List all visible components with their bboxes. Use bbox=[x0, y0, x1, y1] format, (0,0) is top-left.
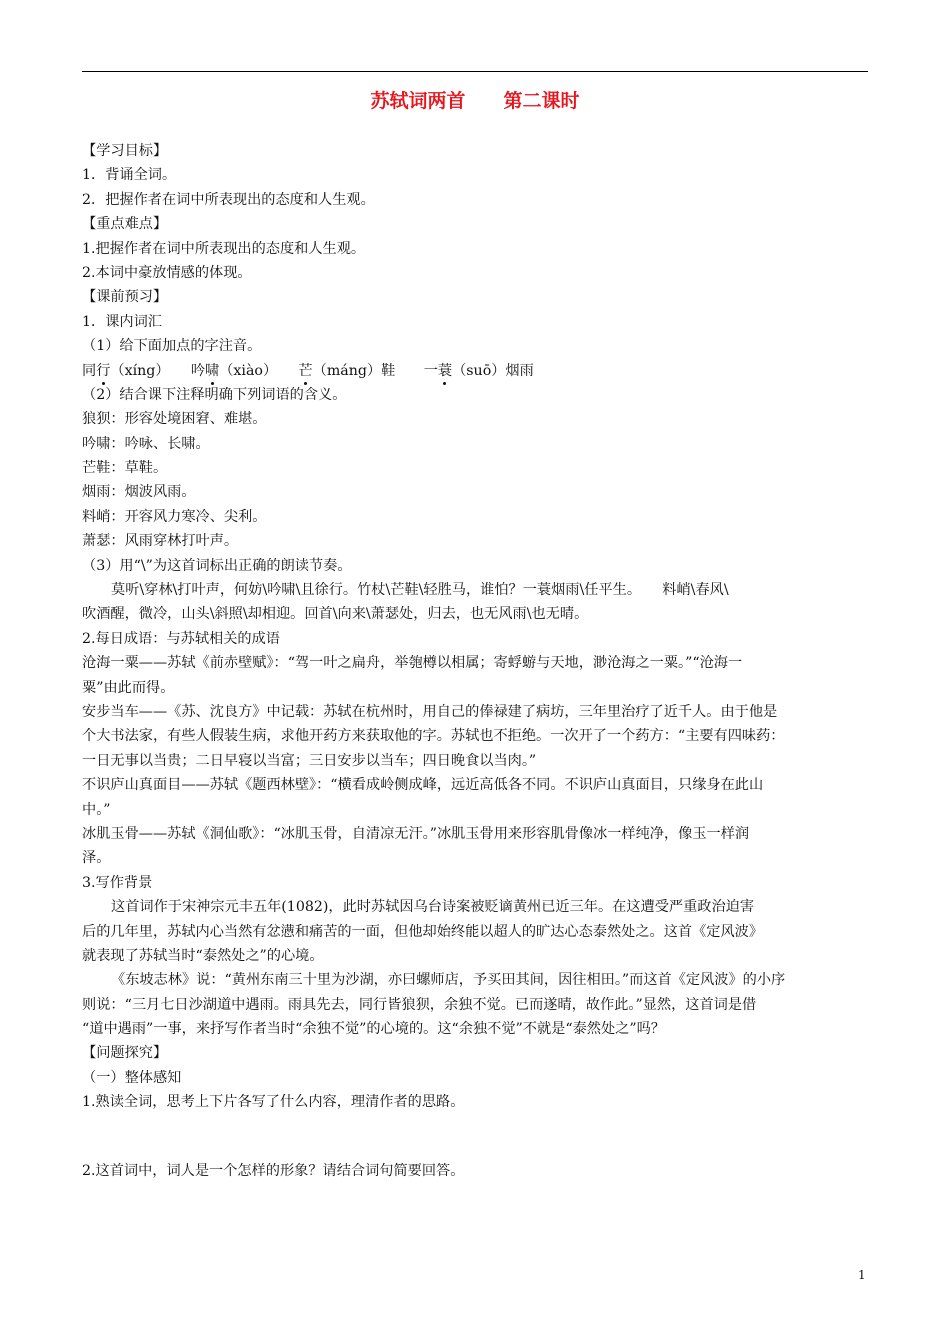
objective-line: 2．把握作者在词中所表现出的态度和人生观。 bbox=[82, 191, 375, 208]
pinyin-text: 同 bbox=[82, 362, 97, 379]
background-paragraph: 后的几年里，苏轼内心当然有忿懑和痛苦的一面，但他却始终能以超人的旷达心态泰然处之。这首《定风波》 bbox=[82, 923, 764, 940]
idiom-paragraph: 冰肌玉骨——苏轼《洞仙歌》：“冰肌玉骨，自清凉无汗。”冰肌玉骨用来形容肌骨像冰一样纯净，像玉一样润 bbox=[82, 825, 750, 842]
poem-rhythm-line: 吹酒醒，微冷，山头\斜照\却相迎。回首\向来\萧瑟处，归去，也无风雨\也无晴。 bbox=[82, 606, 589, 623]
idiom-paragraph: 一日无事以当贵；二日早寝以当富；三日安步以当车；四日晚食以当肉。” bbox=[82, 752, 537, 769]
heading-preview: 【课前预习】 bbox=[82, 289, 168, 306]
vocab-definition: 吟啸：吟咏、长啸。 bbox=[82, 435, 210, 452]
question-line: 1.熟读全词，思考上下片各写了什么内容，理清作者的思路。 bbox=[82, 1094, 465, 1111]
exercise-instruction: （1）给下面加点的字注音。 bbox=[82, 338, 262, 355]
inquiry-subheading: （一）整体感知 bbox=[82, 1069, 182, 1086]
idiom-paragraph: 不识庐山真面目——苏轼《题西林壁》：“横看成岭侧成峰，远近高低各不同。不识庐山真面目，只缘身在此山 bbox=[82, 777, 764, 794]
pinyin-text: （xiào） bbox=[219, 362, 299, 379]
vocab-definition: 烟雨：烟波风雨。 bbox=[82, 484, 196, 501]
header-rule bbox=[82, 71, 868, 72]
heading-inquiry: 【问题探究】 bbox=[82, 1045, 168, 1062]
pinyin-text: （suō）烟雨 bbox=[452, 362, 534, 379]
document-title: 苏轼词两首 第二课时 bbox=[370, 90, 580, 112]
background-paragraph: 《东坡志林》说：“黄州东南三十里为沙湖，亦曰螺师店，予买田其间，因往相田。”而这首《定风波》的小序 bbox=[111, 972, 786, 989]
heading-objectives: 【学习目标】 bbox=[82, 143, 168, 159]
preview-subheading: 1．课内词汇 bbox=[82, 313, 162, 330]
question-line: 2.这首词中，词人是一个怎样的形象？请结合词句简要回答。 bbox=[82, 1162, 465, 1179]
idiom-paragraph: 粟”由此而得。 bbox=[82, 679, 175, 696]
idiom-paragraph: 沧海一粟——苏轼《前赤壁赋》：“驾一叶之扁舟，举匏樽以相属；寄蜉蝣与天地，渺沧海之一粟。”“沧海一 bbox=[82, 655, 743, 672]
background-subheading: 3.写作背景 bbox=[82, 874, 153, 891]
answer-space bbox=[82, 1115, 872, 1159]
pinyin-text: （xíng） 吟 bbox=[110, 362, 206, 379]
dotted-char: 啸 bbox=[205, 362, 220, 379]
objective-line: 1．背诵全词。 bbox=[82, 167, 177, 184]
exercise-instruction: （3）用“\”为这首词标出正确的朗读节奏。 bbox=[82, 557, 352, 574]
idiom-paragraph: 个大书法家，有些人假装生病，求他开药方来获取他的字。苏轼也不拒绝。一次开了一个药方：“主要有四味药： bbox=[82, 728, 785, 745]
background-paragraph: 则说：“三月七日沙湖道中遇雨。雨具先去，同行皆狼狈，余独不觉。已而遂晴，故作此。”显然，这首词是借 bbox=[82, 996, 757, 1013]
background-paragraph: 就表现了苏轼当时“泰然处之”的心境。 bbox=[82, 947, 324, 964]
key-point-line: 1.把握作者在词中所表现出的态度和人生观。 bbox=[82, 240, 366, 257]
idiom-paragraph: 泽。 bbox=[82, 850, 111, 867]
document-body bbox=[82, 139, 872, 1183]
page-number: 1 bbox=[858, 1268, 866, 1282]
dotted-char: 蓑 bbox=[437, 362, 453, 379]
dotted-char: 行 bbox=[96, 362, 111, 379]
pinyin-text: （máng）鞋 一 bbox=[312, 362, 438, 379]
idiom-subheading: 2.每日成语：与苏轼相关的成语 bbox=[82, 630, 280, 647]
poem-rhythm-line: 莫听\穿林\打叶声，何妨\吟啸\且徐行。竹杖\芒鞋\轻胜马，谁怕？一蓑烟雨\任平生。 料峭\春风\ bbox=[111, 582, 729, 599]
background-paragraph: “道中遇雨”一事，来抒写作者当时“余独不觉”的心境的。这“余独不觉”不就是“泰然处之”吗？ bbox=[82, 1021, 665, 1038]
heading-key-points: 【重点难点】 bbox=[82, 216, 168, 233]
background-paragraph: 这首词作于宋神宗元丰五年(1082)，此时苏轼因乌台诗案被贬谪黄州已近三年。在这遭受严重政治迫害 bbox=[111, 899, 755, 916]
idiom-paragraph: 安步当车——《苏、沈良方》中记载：苏轼在杭州时，用自己的俸禄建了病坊，三年里治疗了近千人。由于他是 bbox=[82, 703, 778, 720]
vocab-definition: 芒鞋：草鞋。 bbox=[82, 460, 168, 477]
pinyin-line bbox=[82, 359, 872, 383]
exercise-instruction: （2）结合课下注释明确下列词语的含义。 bbox=[82, 386, 347, 403]
idiom-paragraph: 中。” bbox=[82, 801, 111, 818]
dotted-char: 芒 bbox=[298, 362, 313, 379]
key-point-line: 2.本词中豪放情感的体现。 bbox=[82, 264, 252, 281]
vocab-definition: 狼狈：形容处境困窘、难堪。 bbox=[82, 411, 267, 428]
vocab-definition: 萧瑟：风雨穿林打叶声。 bbox=[82, 533, 239, 550]
vocab-definition: 料峭：开容风力寒冷、尖利。 bbox=[82, 508, 267, 525]
